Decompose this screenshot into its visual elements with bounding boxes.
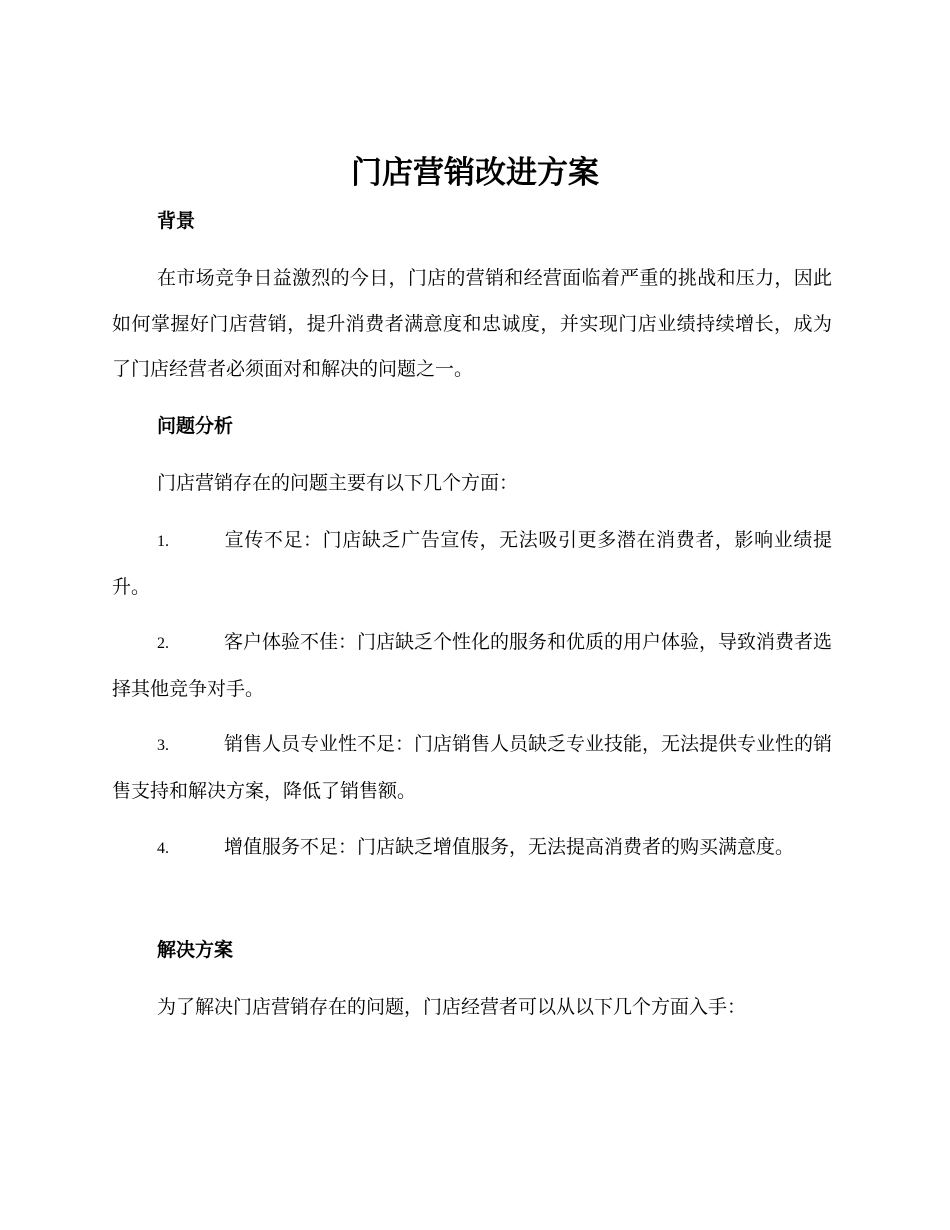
section-heading-problem-analysis: 问题分析 (157, 415, 234, 437)
list-item (112, 825, 832, 872)
list-item (112, 620, 832, 712)
list-item (112, 722, 832, 814)
list-item-text: 增值服务不足：门店缺乏增值服务，无法提高消费者的购买满意度。 (224, 836, 795, 858)
section-heading-solution: 解决方案 (157, 939, 234, 961)
list-item-text: 销售人员专业性不足：门店销售人员缺乏专业技能，无法提供专业性的销售支持和解决方案，降低了销售额。 (112, 733, 833, 802)
list-item-number: 3. (157, 737, 169, 754)
list-item-number: 1. (157, 533, 169, 550)
list-item-text: 宣传不足：门店缺乏广告宣传，无法吸引更多潜在消费者，影响业绩提升。 (112, 529, 832, 598)
solution-intro: 为了解决门店营销存在的问题，门店经营者可以从以下几个方面入手： (157, 996, 747, 1018)
problem-analysis-intro: 门店营销存在的问题主要有以下几个方面： (157, 472, 519, 494)
list-item (112, 518, 832, 610)
list-item-text: 客户体验不佳：门店缺乏个性化的服务和优质的用户体验，导致消费者选择其他竞争对手。 (112, 631, 833, 700)
document-title: 门店营销改进方案 (351, 155, 599, 191)
list-item-number: 2. (157, 635, 169, 652)
section-heading-background: 背景 (157, 210, 196, 232)
background-paragraph: 在市场竞争日益激烈的今日，门店的营销和经营面临着严重的挑战和压力，因此如何掌握好门店营销，提升消费者满意度和忠诚度，并实现门店业绩持续增长，成为了门店经营者必须面对和解决的问题之一。 (112, 267, 832, 380)
list-item-number: 4. (157, 840, 169, 857)
